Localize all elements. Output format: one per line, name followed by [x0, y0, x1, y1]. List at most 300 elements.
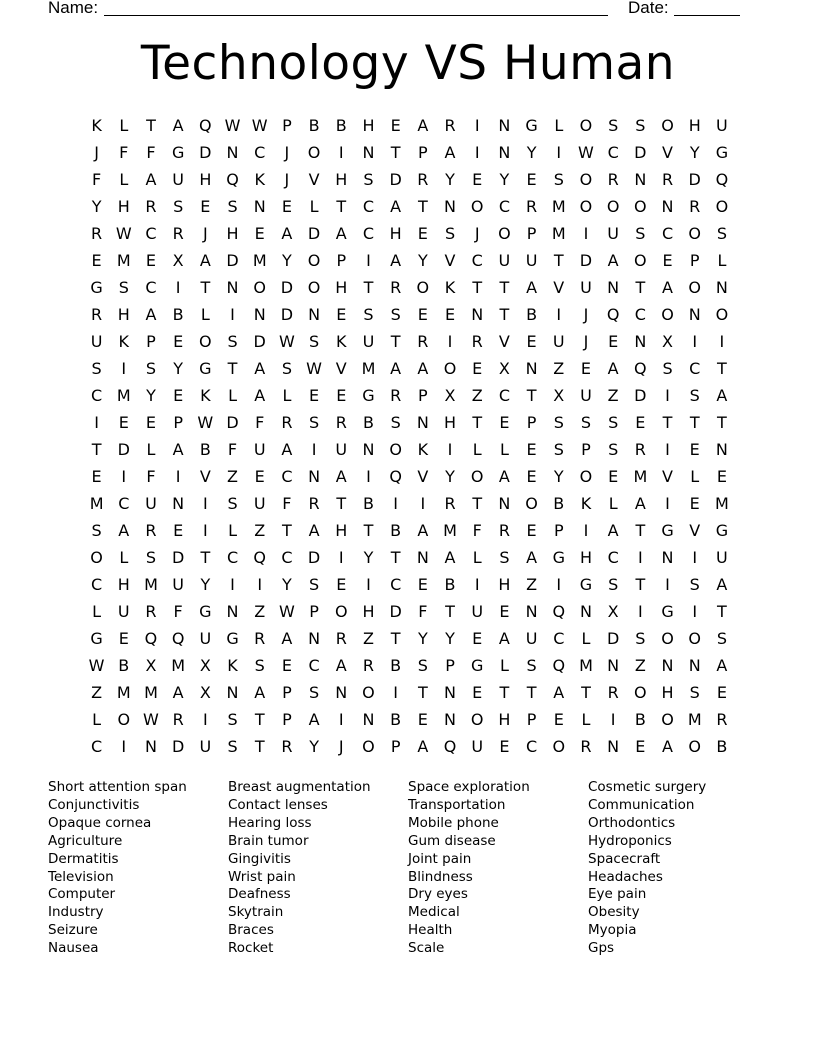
grid-letter: N: [253, 305, 266, 324]
grid-letter: W: [306, 359, 322, 378]
grid-row: [83, 247, 736, 274]
grid-letter: N: [661, 548, 674, 567]
grid-letter: M: [443, 521, 457, 540]
grid-letter: G: [579, 575, 593, 594]
grid-letter: L: [472, 440, 482, 459]
grid-row: [83, 733, 736, 760]
grid-letter: O: [579, 116, 593, 135]
grid-letter: C: [634, 305, 646, 324]
grid-letter: R: [417, 170, 429, 189]
grid-letter: I: [556, 575, 562, 594]
grid-letter: C: [226, 548, 239, 567]
name-label: Name:: [48, 0, 99, 17]
word-list-item: Dry eyes: [408, 886, 468, 903]
grid-letter: Y: [689, 143, 700, 162]
grid-letter: I: [121, 737, 127, 756]
grid-letter: T: [635, 278, 646, 297]
grid-letter: N: [715, 278, 728, 297]
grid-letter: F: [146, 143, 156, 162]
grid-letter: L: [499, 440, 509, 459]
grid-letter: I: [311, 440, 317, 459]
grid-letter: T: [227, 359, 238, 378]
grid-letter: U: [471, 602, 484, 621]
grid-letter: N: [362, 710, 375, 729]
grid-letter: M: [361, 359, 376, 378]
grid-letter: E: [635, 737, 646, 756]
grid-row: [83, 409, 736, 436]
grid-letter: Y: [200, 575, 211, 594]
grid-letter: I: [94, 413, 99, 432]
grid-letter: I: [692, 602, 698, 621]
grid-letter: M: [687, 710, 702, 729]
grid-letter: E: [472, 359, 483, 378]
grid-letter: T: [390, 629, 401, 648]
word-list-item: Rocket: [228, 940, 274, 957]
grid-letter: N: [661, 197, 674, 216]
grid-letter: T: [472, 278, 483, 297]
word-list-item: Myopia: [588, 922, 637, 939]
grid-letter: T: [200, 278, 211, 297]
grid-letter: C: [254, 143, 266, 162]
grid-letter: X: [199, 683, 211, 702]
grid-letter: G: [90, 629, 103, 648]
grid-letter: E: [472, 170, 483, 189]
grid-letter: S: [281, 359, 292, 378]
grid-letter: C: [281, 467, 293, 486]
grid-letter: E: [472, 683, 483, 702]
grid-letter: A: [281, 440, 293, 459]
grid-letter: N: [444, 710, 457, 729]
grid-letter: S: [662, 359, 673, 378]
grid-letter: O: [634, 197, 647, 216]
grid-letter: V: [662, 467, 673, 486]
name-input-line[interactable]: [104, 15, 608, 16]
grid-letter: A: [145, 305, 157, 324]
word-list-item: Conjunctivitis: [48, 796, 140, 813]
grid-letter: V: [308, 170, 320, 189]
grid-letter: O: [334, 602, 348, 621]
grid-letter: V: [417, 467, 429, 486]
grid-letter: E: [526, 332, 537, 351]
grid-letter: T: [717, 359, 727, 378]
grid-letter: Y: [445, 629, 455, 648]
grid-letter: U: [145, 494, 157, 513]
grid-letter: A: [526, 278, 538, 297]
grid-letter: M: [551, 224, 566, 243]
grid-letter: E: [173, 332, 184, 351]
grid-letter: T: [717, 602, 727, 621]
grid-letter: A: [498, 629, 510, 648]
grid-letter: U: [362, 332, 375, 351]
grid-letter: T: [254, 710, 265, 729]
worksheet-header: [0, 0, 816, 20]
grid-letter: D: [389, 170, 402, 189]
grid-letter: L: [92, 710, 102, 729]
grid-row: [83, 517, 736, 544]
grid-letter: N: [607, 656, 620, 675]
grid-letter: T: [146, 116, 156, 135]
grid-letter: I: [121, 359, 127, 378]
grid-letter: B: [335, 116, 347, 135]
grid-letter: S: [91, 359, 102, 378]
grid-letter: N: [226, 278, 239, 297]
grid-letter: O: [470, 710, 484, 729]
grid-letter: S: [390, 305, 401, 324]
grid-letter: N: [498, 116, 511, 135]
grid-letter: O: [579, 197, 593, 216]
grid-letter: R: [444, 494, 456, 513]
grid-letter: R: [172, 224, 184, 243]
grid-letter: D: [171, 548, 185, 567]
grid-row: [83, 112, 736, 139]
word-column: [408, 779, 588, 958]
word-list-item: Opaque cornea: [48, 814, 152, 831]
grid-letter: I: [420, 494, 426, 513]
grid-letter: H: [199, 170, 212, 189]
grid-letter: O: [253, 278, 267, 297]
grid-letter: J: [583, 305, 589, 324]
grid-letter: C: [526, 737, 538, 756]
word-list-item: Communication: [588, 796, 695, 813]
grid-row: [83, 436, 736, 463]
grid-letter: C: [498, 386, 510, 405]
grid-letter: H: [444, 413, 457, 432]
grid-letter: E: [281, 197, 292, 216]
grid-letter: E: [526, 170, 537, 189]
grid-letter: Q: [443, 737, 457, 756]
grid-letter: I: [366, 467, 371, 486]
grid-letter: C: [689, 359, 701, 378]
grid-letter: E: [281, 656, 292, 675]
grid-letter: T: [200, 548, 211, 567]
grid-letter: C: [91, 386, 103, 405]
letter-grid: [83, 112, 736, 760]
grid-letter: A: [281, 629, 293, 648]
grid-letter: U: [253, 494, 266, 513]
grid-letter: D: [688, 170, 701, 189]
grid-letter: T: [526, 386, 537, 405]
word-list-item: Gps: [588, 940, 615, 957]
word-list-item: Nausea: [48, 940, 99, 957]
grid-letter: X: [172, 251, 184, 270]
grid-letter: L: [608, 494, 618, 513]
word-list-item: Computer: [48, 886, 116, 903]
grid-letter: M: [171, 656, 186, 675]
grid-letter: W: [278, 332, 295, 351]
grid-letter: R: [417, 332, 429, 351]
grid-letter: D: [226, 413, 239, 432]
grid-letter: O: [525, 494, 538, 513]
grid-letter: S: [417, 656, 428, 675]
grid-letter: I: [692, 332, 698, 351]
grid-letter: C: [91, 575, 103, 594]
grid-letter: N: [607, 737, 620, 756]
grid-letter: N: [579, 602, 592, 621]
grid-letter: E: [118, 629, 129, 648]
grid-letter: J: [284, 143, 290, 162]
grid-letter: I: [583, 521, 589, 540]
grid-letter: C: [661, 224, 674, 243]
grid-letter: O: [715, 197, 729, 216]
grid-letter: K: [227, 656, 238, 675]
grid-letter: A: [716, 656, 728, 675]
grid-letter: Z: [634, 656, 646, 675]
grid-letter: L: [472, 548, 482, 567]
grid-letter: L: [581, 710, 591, 729]
grid-letter: E: [580, 359, 592, 378]
grid-letter: L: [554, 116, 564, 135]
grid-letter: A: [172, 116, 184, 135]
grid-letter: T: [390, 143, 401, 162]
grid-letter: O: [661, 305, 674, 324]
grid-letter: T: [417, 683, 428, 702]
grid-letter: B: [716, 737, 728, 756]
grid-letter: D: [253, 332, 266, 351]
grid-letter: T: [635, 521, 646, 540]
grid-letter: A: [417, 116, 429, 135]
grid-letter: A: [172, 683, 184, 702]
grid-letter: R: [634, 440, 646, 459]
grid-letter: Y: [309, 737, 319, 756]
grid-letter: S: [689, 575, 700, 594]
grid-letter: F: [282, 494, 292, 513]
grid-letter: C: [390, 575, 402, 594]
grid-letter: Y: [363, 548, 374, 567]
grid-letter: H: [335, 521, 348, 540]
grid-letter: S: [608, 440, 619, 459]
grid-letter: C: [308, 656, 320, 675]
grid-letter: S: [635, 629, 646, 648]
grid-letter: R: [471, 332, 483, 351]
grid-letter: K: [417, 440, 429, 459]
grid-letter: Z: [254, 521, 266, 540]
word-list-item: Headaches: [588, 868, 663, 885]
grid-letter: W: [251, 116, 268, 135]
grid-letter: S: [91, 521, 102, 540]
grid-letter: E: [526, 521, 537, 540]
word-list-item: Hydroponics: [588, 832, 672, 849]
grid-letter: N: [308, 467, 321, 486]
grid-letter: I: [202, 521, 208, 540]
grid-letter: D: [280, 278, 294, 297]
grid-letter: C: [362, 197, 375, 216]
grid-letter: O: [661, 116, 674, 135]
grid-row: [83, 274, 736, 301]
grid-letter: O: [307, 143, 321, 162]
word-column: [48, 779, 228, 958]
word-list-item: Transportation: [408, 796, 506, 813]
grid-letter: N: [253, 197, 266, 216]
grid-letter: A: [199, 251, 211, 270]
grid-row: [83, 625, 736, 652]
grid-letter: O: [470, 467, 484, 486]
grid-letter: B: [199, 440, 211, 459]
word-list-item: Spacecraft: [588, 850, 661, 867]
grid-letter: R: [607, 683, 619, 702]
grid-letter: G: [715, 143, 729, 162]
grid-letter: E: [336, 386, 347, 405]
grid-letter: R: [145, 602, 157, 621]
grid-letter: T: [445, 602, 455, 621]
grid-letter: M: [633, 467, 648, 486]
grid-letter: R: [444, 116, 456, 135]
grid-letter: L: [92, 602, 102, 621]
grid-row: [83, 166, 736, 193]
grid-letter: S: [309, 683, 320, 702]
word-list-item: Health: [408, 922, 453, 939]
grid-letter: V: [662, 143, 673, 162]
grid-letter: M: [144, 575, 158, 594]
grid-letter: I: [610, 710, 616, 729]
grid-letter: K: [91, 116, 102, 135]
grid-letter: N: [525, 602, 538, 621]
grid-letter: T: [91, 440, 102, 459]
grid-letter: K: [254, 170, 265, 189]
grid-letter: N: [444, 683, 457, 702]
grid-letter: A: [607, 251, 619, 270]
grid-row: [83, 139, 736, 166]
grid-letter: I: [665, 440, 670, 459]
grid-letter: U: [172, 170, 185, 189]
grid-letter: E: [309, 386, 320, 405]
grid-letter: O: [715, 305, 729, 324]
grid-letter: I: [338, 548, 344, 567]
grid-letter: E: [553, 710, 564, 729]
grid-letter: P: [309, 602, 319, 621]
grid-letter: V: [199, 467, 211, 486]
grid-letter: P: [418, 386, 428, 405]
grid-letter: T: [336, 494, 347, 513]
grid-letter: H: [389, 224, 402, 243]
grid-letter: T: [472, 494, 483, 513]
grid-letter: A: [417, 737, 429, 756]
grid-letter: L: [200, 305, 210, 324]
grid-letter: Z: [227, 467, 239, 486]
grid-row: [83, 220, 736, 247]
grid-letter: Z: [362, 629, 374, 648]
grid-letter: N: [335, 683, 348, 702]
grid-letter: U: [117, 602, 130, 621]
grid-letter: S: [309, 575, 320, 594]
grid-letter: L: [146, 440, 156, 459]
grid-letter: E: [716, 683, 727, 702]
grid-letter: F: [91, 170, 102, 189]
grid-letter: A: [498, 467, 510, 486]
grid-letter: E: [499, 602, 510, 621]
grid-letter: O: [416, 278, 430, 297]
word-list-item: Medical: [408, 904, 460, 921]
grid-letter: G: [362, 386, 375, 405]
grid-letter: Q: [715, 170, 729, 189]
grid-row: [83, 193, 736, 220]
grid-letter: I: [474, 116, 480, 135]
grid-letter: R: [526, 197, 538, 216]
grid-letter: N: [634, 170, 647, 189]
grid-letter: W: [115, 224, 132, 243]
grid-letter: A: [526, 548, 538, 567]
grid-letter: G: [525, 116, 538, 135]
grid-row: [83, 598, 736, 625]
grid-letter: K: [336, 332, 347, 351]
grid-letter: H: [498, 710, 511, 729]
grid-letter: U: [253, 440, 266, 459]
grid-letter: C: [498, 197, 510, 216]
grid-letter: N: [362, 143, 375, 162]
grid-letter: B: [308, 116, 320, 135]
grid-letter: I: [719, 332, 725, 351]
grid-row: [83, 490, 736, 517]
grid-letter: O: [661, 629, 674, 648]
grid-letter: E: [173, 521, 184, 540]
grid-letter: L: [228, 386, 237, 405]
grid-letter: M: [116, 683, 131, 702]
grid-letter: L: [119, 170, 129, 189]
grid-letter: H: [579, 548, 592, 567]
grid-letter: O: [307, 278, 321, 297]
grid-letter: R: [254, 629, 266, 648]
grid-letter: F: [146, 467, 156, 486]
grid-letter: A: [607, 359, 619, 378]
grid-letter: U: [199, 737, 212, 756]
grid-letter: N: [226, 143, 239, 162]
word-column: [228, 779, 408, 958]
grid-letter: W: [197, 413, 214, 432]
grid-letter: S: [553, 413, 564, 432]
grid-letter: H: [335, 170, 348, 189]
grid-letter: U: [580, 386, 592, 405]
grid-letter: R: [498, 521, 510, 540]
grid-letter: S: [689, 386, 700, 405]
word-list-item: Scale: [408, 940, 445, 957]
grid-letter: N: [498, 494, 511, 513]
grid-letter: R: [281, 413, 293, 432]
grid-letter: L: [309, 197, 319, 216]
grid-letter: T: [472, 413, 483, 432]
grid-letter: N: [362, 440, 375, 459]
grid-letter: C: [607, 143, 619, 162]
grid-letter: Y: [526, 143, 537, 162]
grid-letter: S: [635, 224, 646, 243]
grid-letter: N: [226, 602, 239, 621]
grid-letter: O: [579, 170, 593, 189]
grid-letter: Z: [254, 602, 266, 621]
grid-letter: R: [661, 170, 674, 189]
grid-letter: E: [472, 629, 483, 648]
grid-letter: E: [390, 116, 401, 135]
word-list-item: Gum disease: [408, 832, 496, 849]
grid-row: [83, 544, 736, 571]
grid-letter: R: [362, 656, 375, 675]
date-input-line[interactable]: [674, 15, 740, 16]
grid-letter: A: [662, 278, 673, 297]
grid-letter: A: [390, 359, 402, 378]
grid-letter: Q: [171, 629, 185, 648]
grid-letter: S: [444, 224, 456, 243]
grid-letter: P: [553, 521, 564, 540]
grid-letter: A: [335, 467, 347, 486]
word-list-item: Obesity: [588, 904, 640, 921]
grid-letter: S: [689, 683, 700, 702]
word-list: [48, 779, 768, 958]
grid-letter: N: [715, 440, 728, 459]
grid-letter: X: [662, 332, 674, 351]
grid-letter: E: [417, 224, 428, 243]
grid-letter: P: [282, 116, 292, 135]
grid-letter: O: [362, 683, 375, 702]
grid-letter: O: [579, 467, 593, 486]
word-list-item: Cosmetic surgery: [588, 779, 707, 795]
grid-letter: D: [199, 143, 212, 162]
